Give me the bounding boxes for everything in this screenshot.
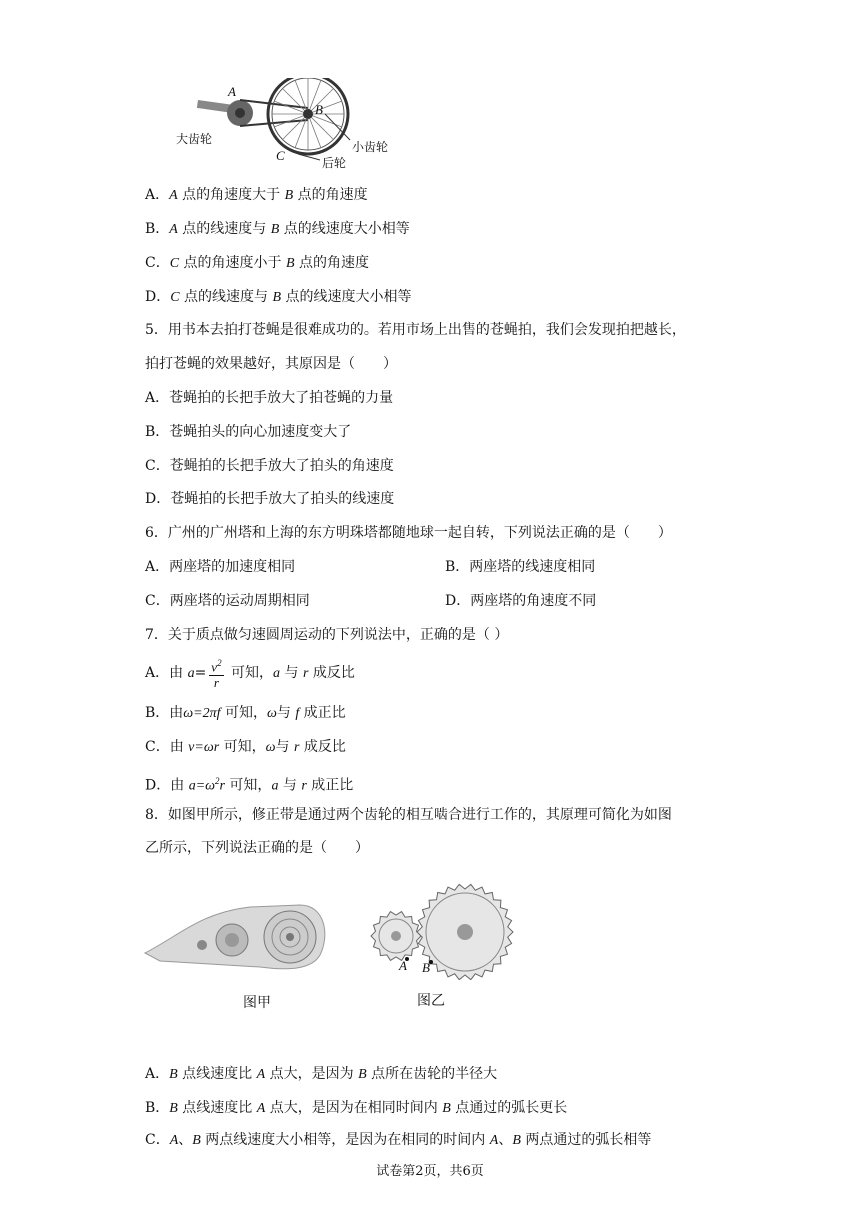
var: ω — [265, 740, 276, 755]
text: 与 — [280, 665, 303, 681]
figure-yi-caption: 图乙 — [417, 993, 445, 1009]
bicycle-label-rear-wheel: 后轮 — [322, 156, 347, 170]
formula: v=ωr — [188, 740, 220, 755]
bicycle-label-b: B — [315, 102, 323, 117]
var: A — [169, 1133, 179, 1148]
correction-tape-drawing — [140, 895, 340, 975]
var: A — [169, 188, 178, 203]
q5-option-d: D．苍蝇拍的长把手放大了拍头的线速度 — [145, 491, 395, 507]
var: ω — [267, 706, 277, 721]
text: 、 — [178, 1132, 193, 1148]
equals-sign: = — [194, 665, 207, 681]
option-prefix: C．由 — [145, 739, 189, 755]
q6-stem: 6．广州的广州塔和上海的东方明珠塔都随地球一起自转，下列说法正确的是（ ） — [145, 525, 672, 541]
bicycle-label-big-gear: 大齿轮 — [176, 132, 213, 146]
text: 与 — [276, 705, 296, 721]
var: B — [169, 1067, 178, 1082]
q7-option-c — [145, 737, 346, 758]
text: 点线速度比 — [177, 1066, 257, 1082]
exponent: 2 — [215, 776, 220, 786]
option-prefix: B．由 — [145, 705, 184, 721]
text: 点大，是因为在相同时间内 — [265, 1100, 443, 1116]
bicycle-label-c: C — [276, 148, 285, 163]
formula-fraction — [209, 656, 223, 689]
q6-option-c: C．两座塔的运动周期相同 — [145, 593, 310, 609]
text: 可知， — [224, 777, 272, 794]
text: 点线速度比 — [177, 1100, 257, 1116]
q8-option-b — [145, 1098, 567, 1119]
small-gear-hub — [391, 931, 401, 941]
option-letter: D． — [145, 289, 171, 305]
text: 点的角速度小于 — [179, 255, 286, 271]
q6-option-b: B．两座塔的线速度相同 — [445, 559, 596, 575]
formula: r — [219, 778, 225, 794]
var: B — [442, 1101, 451, 1116]
q7-stem: 7．关于质点做匀速圆周运动的下列说法中，正确的是（ ） — [145, 627, 509, 643]
text: 可知， — [220, 705, 267, 721]
q8-option-c — [145, 1130, 651, 1151]
exponent: 2 — [217, 658, 222, 669]
q7-option-d — [145, 771, 353, 797]
q5-option-c: C．苍蝇拍的长把手放大了拍头的角速度 — [145, 458, 394, 474]
q7-option-a — [145, 656, 355, 691]
q5-option-b: B．苍蝇拍头的向心加速度变大了 — [145, 424, 352, 440]
var: a — [271, 778, 279, 794]
gears-figure — [365, 880, 525, 1015]
q5-stem-line1: 5．用书本去拍打苍蝇是很难成功的。若用市场上出售的苍蝇拍，我们会发现拍把越长， — [145, 322, 686, 338]
q8-stem-line2: 乙所示，下列说法正确的是（ ） — [145, 840, 369, 856]
fraction-denominator: r — [213, 674, 219, 690]
text: 两点线速度大小相等，是因为在相同的时间内 — [200, 1132, 490, 1148]
gear-label-b: B — [422, 960, 430, 975]
text: 点的线速度与 — [177, 221, 271, 237]
var: r — [301, 778, 307, 794]
var: B — [192, 1133, 201, 1148]
q6-option-a: A．两座塔的加速度相同 — [145, 559, 296, 575]
text: 、 — [498, 1132, 513, 1148]
text: 点的线速度与 — [179, 289, 273, 305]
bicycle-figure — [170, 78, 410, 173]
q4-option-c — [145, 253, 369, 274]
option-prefix: A．由 — [145, 665, 188, 681]
var: B — [272, 290, 282, 305]
text: 点所在齿轮的半径大 — [366, 1066, 498, 1082]
bicycle-label-a: A — [228, 84, 236, 99]
var: A — [489, 1133, 499, 1148]
option-letter: B． — [145, 1100, 170, 1116]
text: 点的线速度大小相等 — [279, 221, 410, 237]
q4-option-a — [145, 185, 368, 206]
q7-option-b — [145, 703, 346, 724]
q6-option-d: D．两座塔的角速度不同 — [445, 593, 597, 609]
text: 点的角速度 — [293, 187, 368, 203]
var: C — [169, 256, 180, 271]
option-letter: A． — [145, 1066, 170, 1082]
var: B — [284, 188, 294, 203]
var: B — [512, 1133, 521, 1148]
fraction-numerator: v — [211, 659, 218, 675]
option-letter: B． — [145, 221, 170, 237]
gear-label-a: A — [399, 958, 407, 973]
q5-stem-line2: 拍打苍蝇的效果越好，其原因是（ ） — [145, 356, 397, 372]
text: 成正比 — [299, 705, 346, 721]
option-prefix: D．由 — [145, 777, 189, 794]
bicycle-label-small-gear: 小齿轮 — [352, 140, 389, 154]
text: 点大，是因为 — [265, 1066, 359, 1082]
option-letter: C． — [145, 1132, 170, 1148]
text: 点的角速度 — [294, 255, 369, 271]
correction-tape-figure — [140, 895, 340, 1015]
option-letter: A． — [145, 187, 170, 203]
var: B — [270, 222, 280, 237]
var: A — [169, 222, 178, 237]
var: C — [170, 290, 180, 305]
q8-stem-line1: 8．如图甲所示，修正带是通过两个齿轮的相互啮合进行工作的，其原理可简化为如图 — [145, 807, 672, 823]
text: 点通过的弧长更长 — [450, 1100, 568, 1116]
text: 成正比 — [306, 777, 354, 794]
var: a — [273, 666, 281, 681]
text: 可知， — [226, 665, 274, 681]
gears-drawing — [365, 880, 525, 980]
page-footer: 试卷第2页，共6页 — [376, 1164, 484, 1179]
q8-option-a — [145, 1064, 497, 1085]
text: 与 — [275, 739, 294, 755]
text: 可知， — [219, 739, 266, 755]
q5-option-a: A．苍蝇拍的长把手放大了拍苍蝇的力量 — [145, 390, 394, 406]
formula: ω=2πf — [183, 706, 221, 721]
text: 成反比 — [299, 739, 346, 755]
text: 两点通过的弧长相等 — [520, 1132, 652, 1148]
bicycle-drawing — [170, 78, 410, 173]
text: 与 — [278, 777, 302, 794]
text: 点的角速度大于 — [177, 187, 285, 203]
figure-jia-caption: 图甲 — [243, 995, 271, 1011]
var: f — [295, 706, 300, 721]
var: B — [285, 256, 295, 271]
q4-option-b — [145, 219, 410, 240]
option-letter: C． — [145, 255, 170, 271]
var: B — [358, 1067, 367, 1082]
var: r — [302, 666, 309, 681]
text: 成反比 — [308, 665, 355, 681]
formula-var: a — [187, 666, 195, 681]
var: A — [256, 1101, 266, 1116]
formula: a=ω — [188, 778, 216, 794]
var: B — [169, 1101, 178, 1116]
q4-option-d — [145, 287, 412, 308]
var: r — [293, 740, 300, 755]
text: 点的线速度大小相等 — [281, 289, 412, 305]
var: A — [256, 1067, 266, 1082]
large-gear-hub — [457, 924, 473, 940]
